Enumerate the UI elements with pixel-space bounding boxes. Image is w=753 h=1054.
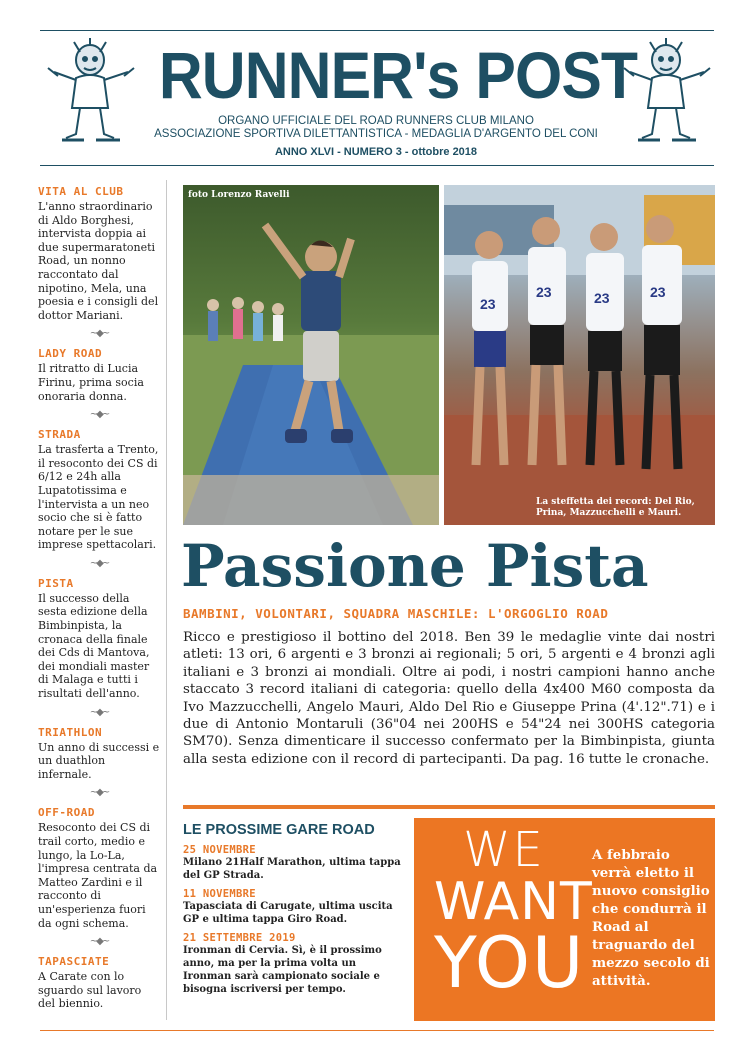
section-text: La trasferta a Trento, il resoconto dei CS di 6/12 e 24h alla Lupatotissima e l'intervista a un neo socio che si è fatto notare per le sue imprese spettacolari. [38,443,159,552]
svg-text:23: 23 [650,284,666,300]
section-text: L'anno straordinario di Aldo Borghesi, intervista doppia ai due supermaratoneti Road, un nonno raccontato dal nipotino, Mela, una poesia e i consigli del dottor Mariani. [38,200,159,322]
masthead-subtitle: ASSOCIAZIONE SPORTIVA DILETTANTISTICA - MEDAGLIA D'ARGENTO DEL CONI [154,128,598,140]
sidebar-section [38,185,160,322]
races-title: LE PROSSIME GARE ROAD [183,822,375,838]
footer-rule [40,1030,714,1031]
section-heading: TRIATHLON [38,725,103,739]
ornament-divider-icon: ~◆~ [89,787,109,799]
runner-mascot-icon [44,38,136,148]
header-top-rule [40,30,714,31]
section-heading: VITA AL CLUB [38,185,124,198]
sidebar-section [38,726,160,782]
race-item [183,844,407,882]
photo-relay-team [444,185,715,525]
race-item [183,932,407,996]
race-description: Milano 21Half Marathon, ultima tappa del GP Strada. [183,857,401,881]
ornament-divider-icon: ~◆~ [89,328,109,340]
ornament-divider-icon: ~◆~ [89,557,109,569]
sidebar-section [38,347,160,403]
race-date: 25 NOVEMBRE [183,844,256,856]
upcoming-races [183,822,407,996]
masthead-subtitle: ORGANO UFFICIALE DEL ROAD RUNNERS CLUB MILANO [218,115,534,127]
section-text: A Carate con lo sguardo sul lavoro del biennio. [38,970,142,1011]
race-item [183,888,407,926]
sidebar-section [38,806,160,930]
photo-child-jumping [183,185,439,525]
section-text: Resoconto dei CS di trail corto, medio e lungo, la Lo-La, l'impresa centrata da Matteo Zardini e il racconto di un'esperienza fuori da ogni schema. [38,821,158,930]
sidebar-index [38,185,160,1011]
section-heading: STRADA [38,428,81,442]
sidebar-section [38,428,160,552]
ornament-divider-icon: ~◆~ [89,706,109,718]
photo-credit: foto Lorenzo Ravelli [188,190,290,200]
section-heading: OFF-ROAD [38,806,95,820]
race-date: 21 SETTEMBRE 2019 [183,932,296,944]
sidebar-divider [166,180,167,1020]
svg-text:23: 23 [480,296,496,312]
svg-text:23: 23 [594,290,610,306]
sidebar-section [38,577,160,701]
sidebar-section [38,955,160,1011]
photo-caption: La steffetta dei record: Del Rio, Prina, Mazzucchelli e Mauri. [536,497,695,518]
section-text: Il successo della sesta edizione della Bimbinpista, la cronaca della finale dei Cds di Mantova, dei mondiali master di Malaga e tutti i risultati dell'anno. [38,591,150,701]
race-description: Ironman di Cervia. Sì, è il prossimo anno, ma per la prima volta un Ironman sarà campionato sociale e bisogna iscriversi per tempo. [183,945,382,995]
header-bottom-rule [40,165,714,166]
we-want-you-promo [414,818,715,1021]
promo-line: WE [463,822,545,878]
article-kicker: BAMBINI, VOLONTARI, SQUADRA MASCHILE: L'ORGOGLIO ROAD [183,606,609,621]
promo-slogan [434,822,593,1004]
article-headline: Passione Pista [181,532,649,600]
section-heading: TAPASCIATE [38,955,110,969]
promo-line: YOU [434,922,586,1004]
promo-line: WANT [434,872,593,932]
race-description: Tapasciata di Carugate, ultima uscita GP e ultima tappa Giro Road. [183,901,393,925]
svg-text:23: 23 [536,284,552,300]
section-text: Il ritratto di Lucia Firinu, prima socia onoraria donna. [38,362,144,403]
section-heading: LADY ROAD [38,347,103,361]
section-heading: PISTA [38,576,74,590]
promo-text: A febbraio verrà eletto il nuovo consiglio che condurrà il Road al traguardo del mezzo secolo di attività. [592,847,710,989]
issue-info: ANNO XLVI - NUMERO 3 - ottobre 2018 [274,146,478,158]
article-lead: Ricco e prestigioso il bottino del 2018. Ben 39 le medaglie vinte dai nostri atleti: 13 ori, 6 argenti e 3 bronzi ai regionali; 5 ori, 5 argenti e 4 bronzi agli italiani e 3 bronzi ai mondiali. Oltre ai podi, i nostri campioni hanno anche staccato 3 record italiani di categoria: quello della 4x400 M60 composta da Ivo Mazzucchelli, Angelo Mauri, Aldo Del Rio e Giuseppe Prina (4'.12".71) e i due di Antonio Montaruli (36"04 nei 200HS e 54"24 nei 300HS categoria SM70). Senza dimenticare il successo confermato per la Bimbinpista, giunta alla sesta edizione con il record di partecipanti. Da pag. 16 tutte le cronache. [183,630,715,767]
race-date: 11 NOVEMBRE [183,888,256,900]
section-rule [183,805,715,809]
section-text: Un anno di successi e un duathlon infernale. [38,740,160,781]
ornament-divider-icon: ~◆~ [89,936,109,948]
masthead-title: RUNNER's POST [158,38,638,112]
ornament-divider-icon: ~◆~ [89,409,109,421]
